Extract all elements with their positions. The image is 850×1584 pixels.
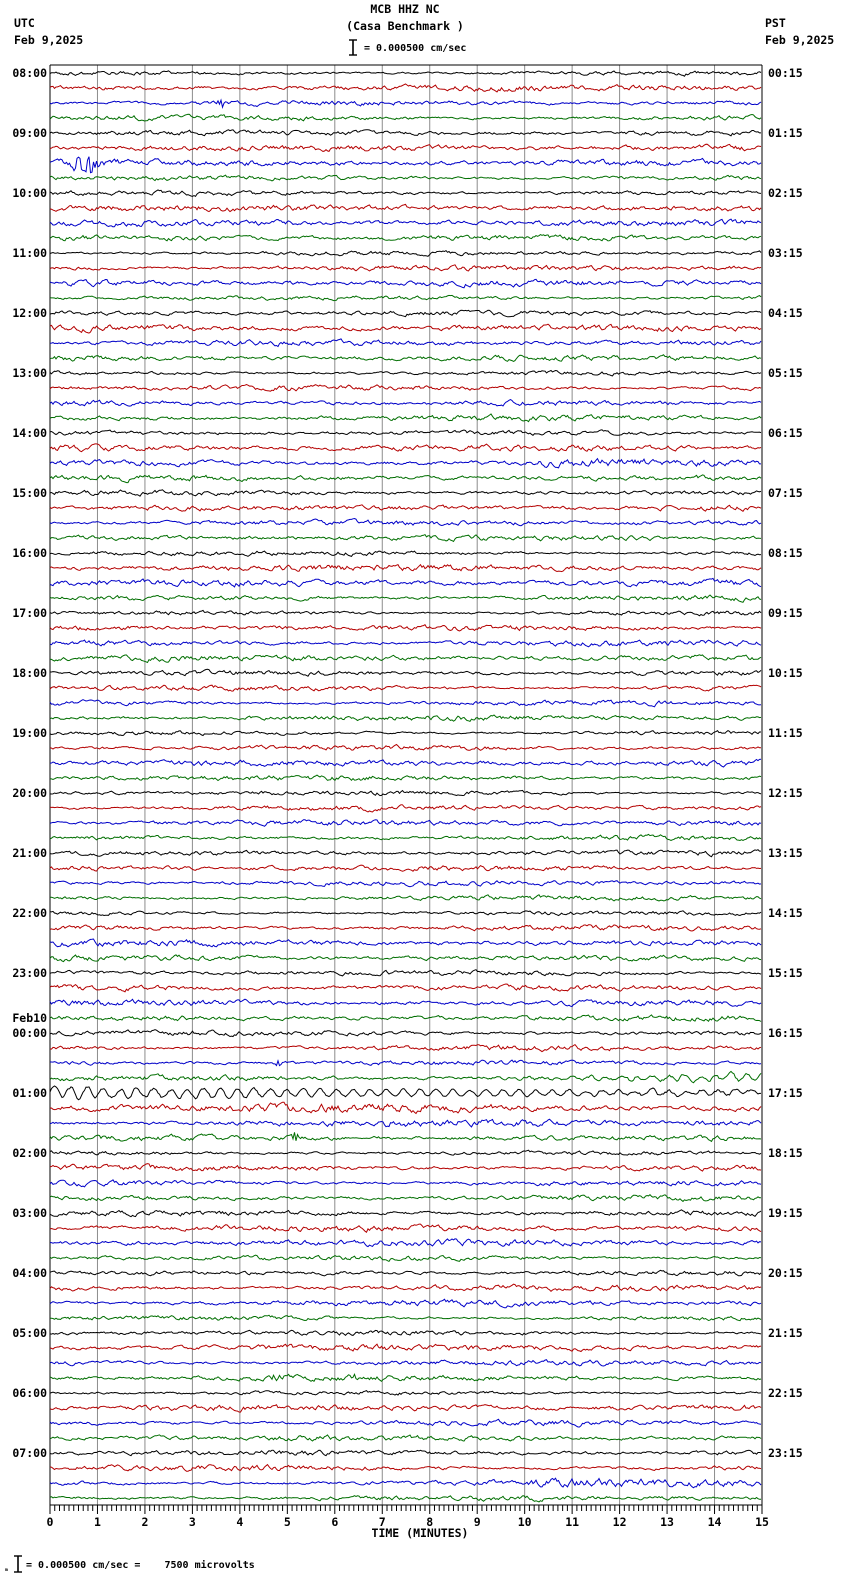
- seismic-trace-row-31: [50, 535, 761, 542]
- seismic-trace-row-36: [50, 610, 761, 615]
- seismic-trace-row-63: [50, 1015, 761, 1022]
- utc-hour-label: 10:00: [12, 186, 47, 200]
- seismic-trace-row-11: [50, 235, 761, 241]
- seismic-trace-row-13: [50, 265, 761, 271]
- seismic-trace-row-88: [50, 1391, 761, 1396]
- pst-hour-label: 01:15: [768, 126, 803, 140]
- seismic-trace-row-53: [50, 865, 761, 871]
- x-tick-label: 7: [378, 1515, 386, 1529]
- seismic-trace-row-83: [50, 1315, 761, 1321]
- seismic-trace-row-81: [50, 1284, 761, 1291]
- left-timezone-label: UTC: [14, 16, 35, 30]
- utc-hour-label: 02:00: [12, 1146, 47, 1160]
- seismic-trace-row-48: [50, 790, 761, 795]
- seismic-trace-row-85: [50, 1344, 761, 1351]
- seismic-trace-row-49: [50, 805, 761, 812]
- seismic-trace-row-28: [50, 490, 761, 496]
- seismic-trace-row-52: [50, 850, 761, 857]
- seismic-trace-row-12: [50, 251, 761, 257]
- left-date-label: Feb 9,2025: [14, 33, 84, 47]
- seismic-trace-row-21: [50, 385, 761, 392]
- seismic-trace-row-80: [50, 1270, 761, 1276]
- utc-hour-label: 21:00: [12, 846, 47, 860]
- seismic-trace-row-90: [50, 1419, 761, 1427]
- seismic-trace-row-86: [50, 1360, 761, 1366]
- seismic-trace-row-79: [50, 1255, 761, 1261]
- seismic-trace-row-5: [50, 144, 761, 151]
- seismic-trace-row-68: [50, 1086, 761, 1100]
- utc-day-break-label: Feb10: [12, 1011, 47, 1025]
- pst-hour-label: 18:15: [768, 1146, 803, 1160]
- seismic-trace-row-41: [50, 685, 761, 691]
- seismic-trace-row-57: [50, 925, 761, 931]
- x-tick-label: 1: [93, 1515, 101, 1529]
- seismic-trace-row-58: [50, 939, 761, 947]
- seismic-trace-row-87: [50, 1374, 761, 1381]
- seismic-trace-row-30: [50, 519, 761, 526]
- seismic-trace-row-7: [50, 175, 761, 181]
- pst-hour-label: 20:15: [768, 1266, 803, 1280]
- utc-hour-label: 16:00: [12, 546, 47, 560]
- seismic-trace-row-3: [50, 114, 761, 121]
- utc-hour-label: 06:00: [12, 1386, 47, 1400]
- seismic-trace-row-93: [50, 1465, 761, 1472]
- page-title: MCB HHZ NC: [370, 2, 440, 16]
- seismic-trace-row-72: [50, 1150, 761, 1155]
- x-tick-label: 11: [565, 1515, 580, 1529]
- seismic-trace-row-26: [50, 459, 761, 468]
- pst-hour-label: 00:15: [768, 66, 803, 80]
- x-tick-label: 5: [283, 1515, 291, 1529]
- utc-hour-label: 04:00: [12, 1266, 47, 1280]
- seismic-trace-row-61: [50, 984, 761, 992]
- utc-hour-label: 20:00: [12, 786, 47, 800]
- page-subtitle: (Casa Benchmark ): [346, 19, 464, 33]
- seismic-trace-row-71: [50, 1132, 761, 1141]
- x-tick-label: 4: [236, 1515, 244, 1529]
- seismic-trace-row-92: [50, 1450, 761, 1455]
- seismic-trace-row-60: [50, 970, 761, 976]
- seismic-trace-row-43: [50, 715, 761, 721]
- pst-hour-label: 05:15: [768, 366, 803, 380]
- seismic-trace-row-64: [50, 1030, 761, 1037]
- x-tick-label: 2: [141, 1515, 149, 1529]
- seismic-trace-row-75: [50, 1195, 761, 1202]
- seismic-trace-row-91: [50, 1435, 761, 1441]
- seismic-trace-row-32: [50, 551, 761, 556]
- utc-hour-label: 19:00: [12, 726, 47, 740]
- pst-hour-label: 17:15: [768, 1086, 803, 1100]
- pst-hour-label: 07:15: [768, 486, 803, 500]
- utc-hour-label: 15:00: [12, 486, 47, 500]
- pst-hour-label: 03:15: [768, 246, 803, 260]
- x-tick-label: 12: [612, 1515, 627, 1529]
- pst-hour-label: 10:15: [768, 666, 803, 680]
- seismic-trace-row-73: [50, 1164, 761, 1172]
- x-tick-label: 15: [755, 1515, 769, 1529]
- utc-hour-label: 12:00: [12, 306, 47, 320]
- seismic-trace-row-46: [50, 759, 761, 767]
- seismic-trace-row-35: [50, 595, 761, 602]
- scale-note: = 0.000500 cm/sec = 7500 microvolts: [26, 1560, 255, 1571]
- seismic-trace-row-59: [50, 955, 761, 962]
- seismic-trace-row-25: [50, 444, 761, 452]
- utc-hour-label: 11:00: [12, 246, 47, 260]
- seismic-trace-row-62: [50, 999, 761, 1006]
- seismic-trace-row-15: [50, 295, 761, 300]
- utc-hour-label: 22:00: [12, 906, 47, 920]
- seismic-trace-row-78: [50, 1239, 761, 1247]
- utc-hour-label: 01:00: [12, 1086, 47, 1100]
- utc-hour-label: 07:00: [12, 1446, 47, 1460]
- seismic-trace-row-95: [50, 1496, 761, 1502]
- seismic-trace-row-37: [50, 625, 761, 631]
- seismic-trace-row-19: [50, 355, 761, 362]
- pst-hour-label: 02:15: [768, 186, 803, 200]
- utc-hour-label: 09:00: [12, 126, 47, 140]
- pst-hour-label: 06:15: [768, 426, 803, 440]
- seismic-trace-row-50: [50, 820, 761, 827]
- pst-hour-label: 16:15: [768, 1026, 803, 1040]
- seismic-trace-row-23: [50, 414, 761, 422]
- seismic-trace-row-76: [50, 1210, 761, 1217]
- utc-hour-label: 18:00: [12, 666, 47, 680]
- seismic-trace-row-24: [50, 430, 761, 436]
- x-tick-label: 0: [46, 1515, 54, 1529]
- x-tick-label: 8: [426, 1515, 434, 1529]
- x-tick-label: 13: [660, 1515, 674, 1529]
- seismic-trace-row-2: [50, 100, 761, 107]
- seismic-trace-row-56: [50, 911, 761, 916]
- scale-label: = 0.000500 cm/sec: [364, 43, 467, 54]
- seismic-trace-row-54: [50, 881, 761, 887]
- seismic-trace-row-67: [50, 1071, 761, 1082]
- pst-hour-label: 19:15: [768, 1206, 803, 1220]
- seismic-trace-row-1: [50, 84, 761, 92]
- seismic-trace-row-39: [50, 655, 761, 663]
- seismic-trace-row-42: [50, 700, 761, 707]
- seismic-trace-row-66: [50, 1060, 761, 1066]
- pst-hour-label: 09:15: [768, 606, 803, 620]
- pst-hour-label: 13:15: [768, 846, 803, 860]
- seismic-trace-row-40: [50, 669, 761, 676]
- seismic-trace-row-44: [50, 731, 761, 736]
- x-tick-label: 9: [473, 1515, 481, 1529]
- seismic-trace-row-18: [50, 339, 761, 347]
- seismic-trace-row-33: [50, 565, 761, 572]
- seismic-trace-row-74: [50, 1180, 761, 1187]
- x-axis-title: TIME (MINUTES): [371, 1526, 469, 1540]
- seismic-trace-row-27: [50, 475, 761, 483]
- pst-hour-label: 21:15: [768, 1326, 803, 1340]
- note-scale-bar-icon: [12, 1553, 24, 1575]
- seismic-trace-row-55: [50, 895, 761, 901]
- pst-hour-label: 15:15: [768, 966, 803, 980]
- pst-hour-label: 23:15: [768, 1446, 803, 1460]
- seismic-trace-row-77: [50, 1224, 761, 1232]
- seismic-trace-row-0: [50, 71, 761, 76]
- pst-hour-label: 14:15: [768, 906, 803, 920]
- seismic-trace-row-82: [50, 1299, 761, 1308]
- pst-hour-label: 12:15: [768, 786, 803, 800]
- x-tick-label: 14: [707, 1515, 722, 1529]
- seismic-trace-row-94: [50, 1478, 761, 1488]
- seismic-trace-row-89: [50, 1405, 761, 1413]
- seismic-trace-row-10: [50, 219, 761, 227]
- seismic-trace-row-6: [50, 157, 761, 173]
- pst-hour-label: 11:15: [768, 726, 803, 740]
- seismic-trace-row-9: [50, 204, 761, 211]
- x-tick-label: 3: [188, 1515, 196, 1529]
- right-timezone-label: PST: [765, 16, 786, 30]
- pst-hour-label: 22:15: [768, 1386, 803, 1400]
- seismic-trace-row-45: [50, 745, 761, 751]
- seismic-trace-row-70: [50, 1119, 761, 1127]
- seismic-trace-row-20: [50, 371, 761, 376]
- x-tick-label: 10: [517, 1515, 532, 1529]
- seismic-trace-row-22: [50, 400, 761, 407]
- seismic-trace-row-84: [50, 1330, 761, 1335]
- seismic-trace-row-34: [50, 578, 761, 587]
- utc-hour-label: 03:00: [12, 1206, 47, 1220]
- utc-hour-label: 17:00: [12, 606, 47, 620]
- x-tick-label: 6: [331, 1515, 339, 1529]
- seismic-trace-row-69: [50, 1102, 761, 1113]
- seismic-trace-row-16: [50, 310, 761, 317]
- seismic-trace-row-8: [50, 190, 761, 197]
- pst-hour-label: 04:15: [768, 306, 803, 320]
- utc-hour-label: 13:00: [12, 366, 47, 380]
- utc-hour-label: 23:00: [12, 966, 47, 980]
- seismic-trace-row-4: [50, 130, 761, 136]
- seismic-trace-row-29: [50, 505, 761, 512]
- utc-hour-label: 00:00: [12, 1026, 47, 1040]
- note-subscript-mark: ₘ: [4, 1564, 9, 1573]
- utc-hour-label: 05:00: [12, 1326, 47, 1340]
- seismic-trace-row-47: [50, 775, 761, 780]
- utc-hour-label: 14:00: [12, 426, 47, 440]
- seismic-trace-row-51: [50, 834, 761, 840]
- right-date-label: Feb 9,2025: [765, 33, 835, 47]
- seismic-trace-row-38: [50, 640, 761, 647]
- utc-hour-label: 08:00: [12, 66, 47, 80]
- seismic-trace-row-65: [50, 1045, 761, 1052]
- pst-hour-label: 08:15: [768, 546, 803, 560]
- seismic-trace-row-14: [50, 279, 761, 288]
- seismic-trace-row-17: [50, 324, 761, 333]
